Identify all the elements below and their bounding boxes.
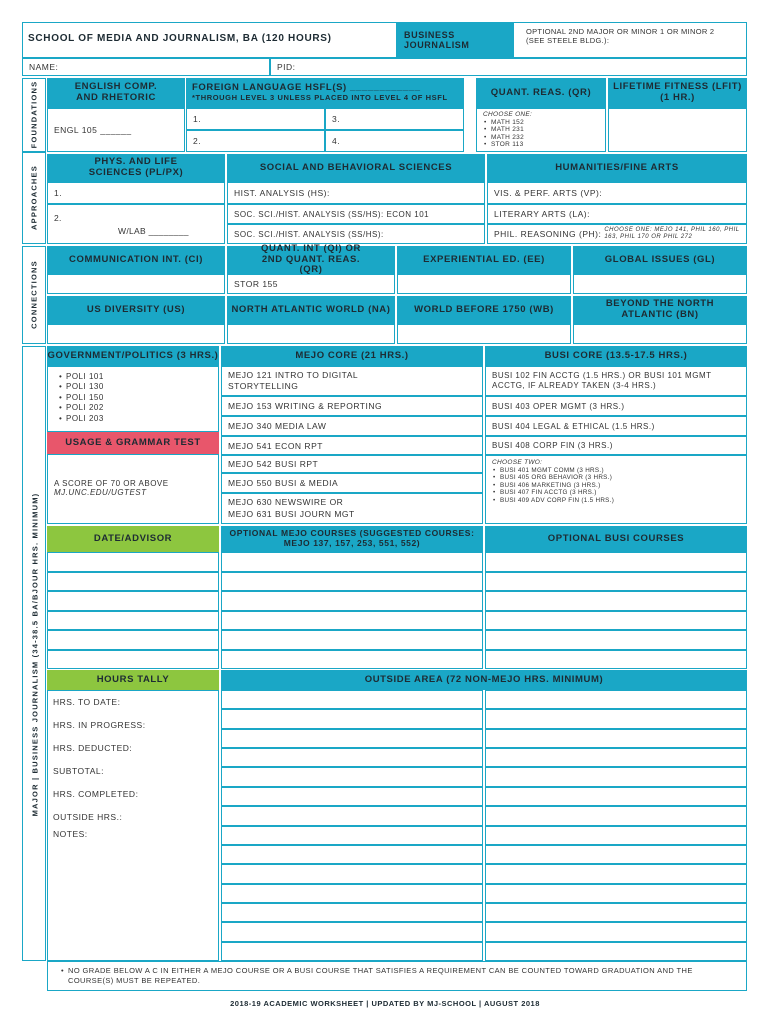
name-field[interactable]: NAME:: [22, 58, 270, 76]
gl-header: GLOBAL ISSUES (GL): [573, 246, 747, 274]
date-header: DATE/ADVISOR: [47, 526, 219, 552]
blank-row-cell[interactable]: [485, 591, 747, 611]
blank-row-cell[interactable]: [485, 552, 747, 572]
pr-field[interactable]: PHIL. REASONING (PH): CHOOSE ONE: MEJO 141, PHIL 160, PHIL 163, PHIL 170 OR PHIL 272: [487, 224, 747, 244]
ee-header: EXPERIENTIAL ED. (EE): [397, 246, 571, 274]
phys-header: PHYS. AND LIFE SCIENCES (PL/PX): [47, 154, 225, 182]
quant-option: • MATH 152: [491, 119, 599, 126]
ci-field[interactable]: [47, 274, 225, 294]
footnote: • NO GRADE BELOW A C IN EITHER A MEJO COURSE OR A BUSI COURSE THAT SATISFIES A REQUIREMENT CAN BE COUNTED TOWARD GRADUATION AND THE COURSE(S) MUST BE REPEATED.: [68, 966, 740, 986]
phys-2[interactable]: 2. W/LAB ________: [47, 204, 225, 244]
quant-header: QUANT. REAS. (QR): [476, 78, 606, 108]
ci-header: COMMUNICATION INT. (CI): [47, 246, 225, 274]
ee-field[interactable]: [397, 274, 571, 294]
gov-header: GOVERNMENT/POLITICS (3 HRS.): [47, 346, 219, 366]
mejo-header: MEJO CORE (21 HRS.): [221, 346, 483, 366]
busi-course[interactable]: BUSI 404 LEGAL & ETHICAL (1.5 HRS.): [485, 416, 747, 436]
blank-row-cell[interactable]: [221, 650, 483, 670]
major-label: MAJOR | BUSINESS JOURNALISM (34-38.5 BA/BJOUR HRS. MINIMUM): [30, 492, 40, 817]
blank-row-cell[interactable]: [221, 748, 483, 767]
blank-row-cell[interactable]: [221, 864, 483, 883]
quant-options[interactable]: CHOOSE ONE: • MATH 152 • MATH 231 • MATH 232 • STOR 113: [476, 108, 606, 152]
usage-link[interactable]: MJ.UNC.EDU/UGTEST: [54, 488, 147, 497]
blank-row-cell[interactable]: [47, 552, 219, 572]
blank-row-cell[interactable]: [485, 845, 747, 864]
blank-row-cell[interactable]: [221, 942, 483, 961]
blank-row-cell[interactable]: [485, 864, 747, 883]
blank-row-cell[interactable]: [221, 591, 483, 611]
blank-row-cell[interactable]: [485, 709, 747, 728]
fitness-field[interactable]: [608, 108, 747, 152]
tally-header: HOURS TALLY: [47, 670, 219, 690]
busi-course[interactable]: BUSI 102 FIN ACCTG (1.5 HRS.) OR BUSI 101 MGMT ACCTG, IF ALREADY TAKEN (3-4 HRS.): [485, 366, 747, 396]
usage-header: USAGE & GRAMMAR TEST: [47, 432, 219, 454]
blank-row-cell[interactable]: [485, 787, 747, 806]
blank-row-cell[interactable]: [221, 884, 483, 903]
usage-field[interactable]: A SCORE OF 70 OR ABOVE MJ.UNC.EDU/UGTEST: [47, 454, 219, 524]
na-header: NORTH ATLANTIC WORLD (NA): [227, 296, 395, 324]
blank-row-cell[interactable]: [221, 767, 483, 786]
fitness-header: LIFETIME FITNESS (LFIT) (1 HR.): [608, 78, 747, 108]
fl-4[interactable]: 4.: [325, 130, 464, 152]
blank-row-cell[interactable]: [221, 611, 483, 631]
busi-options[interactable]: CHOOSE TWO: • BUSI 401 MGMT COMM (3 HRS.) • BUSI 405 ORG BEHAVIOR (3 HRS.) • BUSI 406 MARKETING (3 HRS.) • BUSI 407 FIN ACCTG (3 HRS.) • BUSI 409 ADV CORP FIN (1.5 HRS.): [485, 455, 747, 524]
blank-row-cell[interactable]: [221, 572, 483, 592]
tally-item[interactable]: OUTSIDE HRS.:: [53, 811, 123, 822]
fl-1[interactable]: 1.: [186, 108, 325, 130]
blank-row-cell[interactable]: [485, 806, 747, 825]
english-field[interactable]: ENGL 105 ______: [47, 108, 185, 152]
tally-item[interactable]: SUBTOTAL:: [53, 765, 104, 776]
bn-header: BEYOND THE NORTH ATLANTIC (BN): [573, 296, 747, 324]
busi-course[interactable]: BUSI 403 OPER MGMT (3 HRS.): [485, 396, 747, 416]
ss2-field[interactable]: SOC. SCI./HIST. ANALYSIS (SS/HS):: [227, 224, 485, 244]
blank-row-cell[interactable]: [47, 630, 219, 650]
quant-option: • STOR 113: [491, 141, 599, 148]
us-field[interactable]: [47, 324, 225, 344]
gov-options[interactable]: [47, 366, 219, 432]
us-header: US DIVERSITY (US): [47, 296, 225, 324]
gov-option: • POLI 203: [66, 414, 212, 424]
blank-row-cell[interactable]: [485, 922, 747, 941]
blank-row-cell[interactable]: [485, 630, 747, 650]
tally-item[interactable]: NOTES:: [53, 828, 88, 839]
blank-row-cell[interactable]: [485, 690, 747, 709]
mejo-course[interactable]: MEJO 541 ECON RPT: [221, 436, 483, 455]
hs-field[interactable]: HIST. ANALYSIS (HS):: [227, 182, 485, 204]
blank-row-cell[interactable]: [221, 922, 483, 941]
blank-row-cell[interactable]: [221, 903, 483, 922]
track-badge: BUSINESS JOURNALISM: [396, 22, 514, 58]
blank-row-cell[interactable]: [485, 611, 747, 631]
tally-item[interactable]: HRS. COMPLETED:: [53, 788, 139, 799]
blank-row-cell[interactable]: [221, 845, 483, 864]
blank-row-cell[interactable]: [221, 630, 483, 650]
blank-row-cell[interactable]: [47, 591, 219, 611]
footer: 2018-19 ACADEMIC WORKSHEET | UPDATED BY MJ-SCHOOL | AUGUST 2018: [230, 999, 540, 1008]
foreign-header: [186, 78, 464, 108]
blank-row-cell[interactable]: [485, 903, 747, 922]
blank-row-cell[interactable]: [485, 826, 747, 845]
la-field[interactable]: LITERARY ARTS (LA):: [487, 204, 747, 224]
optional-major: OPTIONAL 2ND MAJOR OR MINOR 1 OR MINOR 2 (SEE STEELE BLDG.):: [526, 27, 715, 45]
busi-option: • BUSI 409 ADV CORP FIN (1.5 HRS.): [500, 497, 740, 505]
pid-field[interactable]: PID:: [270, 58, 747, 76]
busi-course[interactable]: BUSI 408 CORP FIN (3 HRS.): [485, 436, 747, 455]
blank-row-cell[interactable]: [485, 572, 747, 592]
blank-row-cell[interactable]: [47, 611, 219, 631]
foundations-label: FOUNDATIONS: [29, 80, 39, 149]
outside-header: OUTSIDE AREA (72 NON-MEJO HRS. MINIMUM): [221, 670, 747, 690]
mejo-course[interactable]: MEJO 121 INTRO TO DIGITAL STORYTELLING: [221, 366, 483, 396]
connections-label: CONNECTIONS: [29, 260, 39, 329]
blank-row-cell[interactable]: [221, 729, 483, 748]
ss1-field[interactable]: SOC. SCI./HIST. ANALYSIS (SS/HS): ECON 101: [227, 204, 485, 224]
phys-1[interactable]: 1.: [47, 182, 225, 204]
opt-busi-header: OPTIONAL BUSI COURSES: [485, 526, 747, 552]
blank-row-cell[interactable]: [485, 650, 747, 670]
quant-option: • MATH 231: [491, 126, 599, 133]
foreign-sub: *THROUGH LEVEL 3 UNLESS PLACED INTO LEVEL 4 OF HSFL: [192, 93, 448, 103]
busi-option: • BUSI 401 MGMT COMM (3 HRS.): [500, 467, 740, 475]
vp-field[interactable]: VIS. & PERF. ARTS (VP):: [487, 182, 747, 204]
blank-row-cell[interactable]: [221, 826, 483, 845]
bn-field[interactable]: [573, 324, 747, 344]
blank-row-cell[interactable]: [47, 572, 219, 592]
mejo-course[interactable]: MEJO 542 BUSI RPT: [221, 455, 483, 473]
busi-option: • BUSI 407 FIN ACCTG (3 HRS.): [500, 489, 740, 497]
blank-row-cell[interactable]: [47, 650, 219, 670]
blank-row-cell[interactable]: [221, 806, 483, 825]
approaches-label: APPROACHES: [29, 165, 39, 230]
gl-field[interactable]: [573, 274, 747, 294]
busi-header: BUSI CORE (13.5-17.5 HRS.): [485, 346, 747, 366]
mejo-course[interactable]: MEJO 550 BUSI & MEDIA: [221, 473, 483, 493]
wb-header: WORLD BEFORE 1750 (WB): [397, 296, 571, 324]
footnote-box: [47, 961, 747, 991]
tally-item[interactable]: HRS. DEDUCTED:: [53, 742, 133, 753]
tally-item[interactable]: HRS. TO DATE:: [53, 696, 121, 707]
mejo-course[interactable]: MEJO 153 WRITING & REPORTING: [221, 396, 483, 416]
gov-option: • POLI 202: [66, 403, 212, 413]
opt-mejo-header: OPTIONAL MEJO COURSES (SUGGESTED COURSES: MEJO 137, 157, 253, 551, 552): [221, 526, 483, 552]
foreign-title: FOREIGN LANGUAGE HSFL(S) ____________: [192, 82, 421, 94]
gov-option: • POLI 150: [66, 393, 212, 403]
busi-option: • BUSI 406 MARKETING (3 HRS.): [500, 482, 740, 490]
mejo-course[interactable]: MEJO 630 NEWSWIRE OR MEJO 631 BUSI JOURN MGT: [221, 493, 483, 524]
na-field[interactable]: [227, 324, 395, 344]
blank-row-cell[interactable]: [221, 690, 483, 709]
gov-option: • POLI 130: [66, 382, 212, 392]
blank-row-cell[interactable]: [485, 884, 747, 903]
blank-row-cell[interactable]: [485, 748, 747, 767]
gov-option: • POLI 101: [66, 372, 212, 382]
blank-row-cell[interactable]: [485, 729, 747, 748]
tally-item[interactable]: HRS. IN PROGRESS:: [53, 719, 146, 730]
qi-header: QUANT. INT (QI) OR 2ND QUANT. REAS. (QR): [227, 246, 395, 274]
english-header: ENGLISH COMP. AND RHETORIC: [47, 78, 185, 108]
wb-field[interactable]: [397, 324, 571, 344]
blank-row-cell[interactable]: [221, 552, 483, 572]
social-header: SOCIAL AND BEHAVIORAL SCIENCES: [227, 154, 485, 182]
blank-row-cell[interactable]: [221, 787, 483, 806]
hum-header: HUMANITIES/FINE ARTS: [487, 154, 747, 182]
busi-option: • BUSI 405 ORG BEHAVIOR (3 HRS.): [500, 474, 740, 482]
fl-2[interactable]: 2.: [186, 130, 325, 152]
quant-option: • MATH 232: [491, 134, 599, 141]
blank-row-cell[interactable]: [485, 942, 747, 961]
blank-row-cell[interactable]: [485, 767, 747, 786]
school-title: SCHOOL OF MEDIA AND JOURNALISM, BA (120 HOURS): [28, 33, 332, 44]
fl-3[interactable]: 3.: [325, 108, 464, 130]
blank-row-cell[interactable]: [221, 709, 483, 728]
mejo-course[interactable]: MEJO 340 MEDIA LAW: [221, 416, 483, 436]
qi-field[interactable]: STOR 155: [227, 274, 395, 294]
